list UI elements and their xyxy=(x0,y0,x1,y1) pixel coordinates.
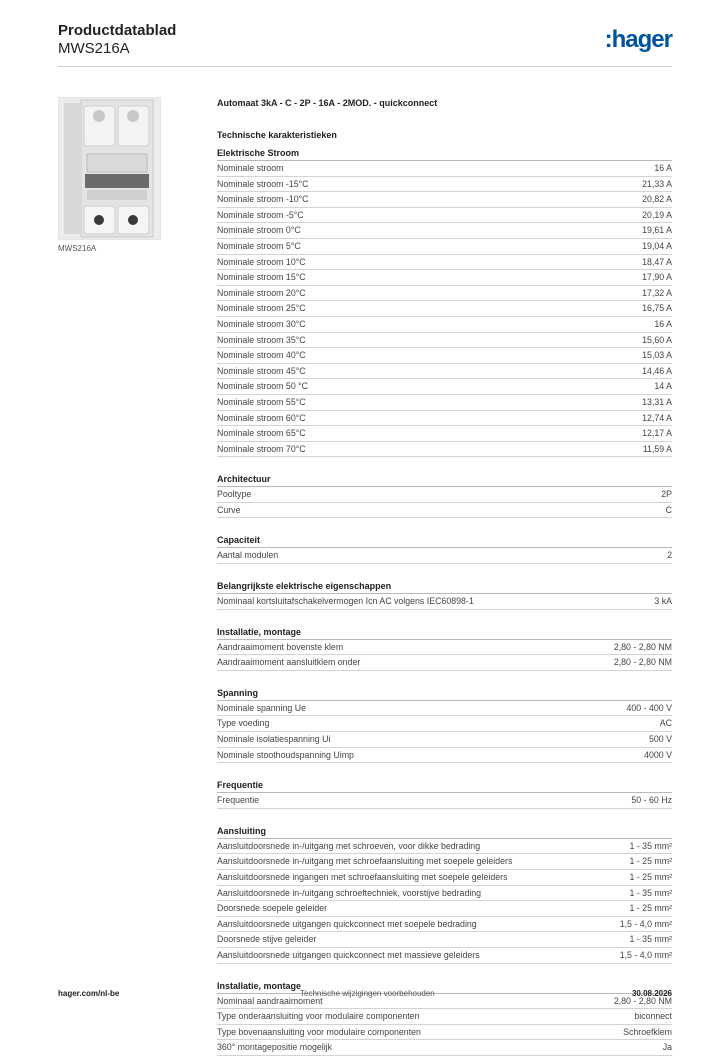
spec-row xyxy=(217,177,672,193)
spec-label: Nominale stroom 25°C xyxy=(217,303,306,314)
spec-value: 1 - 25 mm² xyxy=(629,872,672,882)
section-title: Architectuur xyxy=(217,472,672,487)
spec-section xyxy=(217,146,672,457)
spec-label: Aansluitdoorsnede uitgangen quickconnect met soepele bedrading xyxy=(217,918,477,929)
spec-row xyxy=(217,426,672,442)
spec-value: 1 - 35 mm² xyxy=(629,887,672,898)
spec-label: Aantal modulen xyxy=(217,550,279,561)
spec-value: 1 - 35 mm² xyxy=(629,840,672,851)
spec-value: 2,80 - 2,80 NM xyxy=(613,641,672,652)
spec-value: 15,60 A xyxy=(642,334,672,345)
spec-row xyxy=(217,395,672,411)
spec-label: Nominaal kortsluitafschakelvermogen Icn AC volgens IEC60898-1 xyxy=(217,596,474,607)
section-title: Aansluiting xyxy=(217,824,672,839)
spec-label: Aandraaimoment bovenste klem xyxy=(217,641,344,652)
spec-label: Nominale spanning Ue xyxy=(217,702,306,713)
spec-value: 1 - 25 mm² xyxy=(629,903,672,914)
page-title: Productdatablad xyxy=(58,22,177,39)
spec-value: 14 A xyxy=(654,381,672,392)
spec-row xyxy=(217,1025,672,1041)
spec-value: 16 A xyxy=(654,163,672,173)
spec-row xyxy=(217,487,672,503)
spec-row xyxy=(217,503,672,519)
spec-label: Doorsnede stijve geleider xyxy=(217,934,317,945)
spec-value: 21,33 A xyxy=(642,178,672,189)
spec-value: 500 V xyxy=(649,734,672,745)
section-gap xyxy=(217,610,672,621)
section-gap xyxy=(217,763,672,774)
spec-label: Aansluitdoorsnede in-/uitgang schroeftechniek, voorstijve bedrading xyxy=(217,887,482,898)
spec-label: Nominale stroom 5°C xyxy=(217,240,301,251)
spec-value: 19,04 A xyxy=(642,240,672,251)
spec-label: Nominale stroom 35°C xyxy=(217,334,306,345)
spec-row xyxy=(217,442,672,458)
spec-value: 2 xyxy=(667,550,672,561)
spec-section xyxy=(217,824,672,964)
section-title: Installatie, montage xyxy=(217,625,672,640)
footer-website: hager.com/nl-be xyxy=(58,989,120,998)
section-gap xyxy=(217,518,672,529)
spec-label: Nominale stroom 30°C xyxy=(217,318,306,329)
spec-value: 1,5 - 4,0 mm² xyxy=(619,918,672,929)
spec-label: Type bovenaansluiting voor modulaire componenten xyxy=(217,1026,421,1037)
section-title: Installatie, montage xyxy=(217,979,672,994)
spec-label: Nominale stroom -15°C xyxy=(217,178,309,189)
spec-row xyxy=(217,701,672,717)
spec-label: Nominale stroom 15°C xyxy=(217,272,306,283)
spec-value: C xyxy=(665,504,672,515)
spec-section xyxy=(217,472,672,518)
spec-content xyxy=(217,96,672,1056)
section-title: Spanning xyxy=(217,686,672,701)
spec-row xyxy=(217,270,672,286)
spec-row xyxy=(217,917,672,933)
spec-row xyxy=(217,901,672,917)
spec-value: 19,61 A xyxy=(642,225,672,236)
spec-label: Nominale stroom 55°C xyxy=(217,396,306,407)
spec-row xyxy=(217,640,672,656)
tech-heading: Technische karakteristieken xyxy=(217,130,337,140)
spec-label: Type onderaansluiting voor modulaire componenten xyxy=(217,1011,420,1022)
spec-label: Aansluitdoorsnede uitgangen quickconnect met massieve geleiders xyxy=(217,949,480,960)
spec-value: 12,74 A xyxy=(642,412,672,423)
section-title: Elektrische Stroom xyxy=(217,146,672,161)
spec-row xyxy=(217,348,672,364)
spec-label: Type voeding xyxy=(217,718,270,729)
spec-section xyxy=(217,533,672,564)
spec-label: Pooltype xyxy=(217,489,252,500)
spec-row xyxy=(217,932,672,948)
spec-value: 15,03 A xyxy=(642,350,672,361)
spec-row xyxy=(217,748,672,764)
section-gap xyxy=(217,564,672,575)
spec-label: Nominale stroom xyxy=(217,163,284,173)
spec-row xyxy=(217,286,672,302)
spec-value: 50 - 60 Hz xyxy=(631,795,672,806)
spec-section xyxy=(217,579,672,610)
spec-sections xyxy=(217,146,672,1056)
spec-row xyxy=(217,161,672,177)
spec-row xyxy=(217,192,672,208)
spec-label: Nominale isolatiespanning Ui xyxy=(217,734,331,745)
spec-row xyxy=(217,317,672,333)
spec-row xyxy=(217,379,672,395)
spec-row xyxy=(217,854,672,870)
spec-label: Nominale stroom 0°C xyxy=(217,225,301,236)
spec-label: Nominale stroom 45°C xyxy=(217,365,306,376)
section-gap xyxy=(217,457,672,468)
spec-label: Nominale stroom 70°C xyxy=(217,443,306,454)
spec-label: Nominale stroom -5°C xyxy=(217,209,304,220)
spec-value: Ja xyxy=(662,1042,672,1053)
spec-value: 20,19 A xyxy=(642,209,672,220)
product-subtitle: Automaat 3kA - C - 2P - 16A - 2MOD. - quickconnect xyxy=(217,98,438,108)
spec-row xyxy=(217,948,672,964)
spec-value: 14,46 A xyxy=(642,365,672,376)
spec-value: 3 kA xyxy=(654,596,672,607)
spec-section xyxy=(217,778,672,809)
spec-value: 16,75 A xyxy=(642,303,672,314)
hager-logo: :hager xyxy=(604,26,672,53)
spec-label: Aansluitdoorsnede ingangen met schroefaansluiting met soepele geleiders xyxy=(217,872,508,882)
section-gap xyxy=(217,671,672,682)
spec-label: Nominale stroom 65°C xyxy=(217,428,306,439)
circuit-breaker-illustration xyxy=(59,98,160,239)
spec-row xyxy=(217,716,672,732)
spec-label: 360° montagepositie mogelijk xyxy=(217,1042,333,1053)
spec-label: Nominale stoothoudspanning Uimp xyxy=(217,749,354,760)
footer-date: 30.08.2026 xyxy=(631,989,672,998)
section-title: Belangrijkste elektrische eigenschappen xyxy=(217,579,672,594)
spec-row xyxy=(217,839,672,855)
spec-value: 4000 V xyxy=(644,749,672,760)
spec-value: AC xyxy=(659,718,672,729)
spec-value: 1 - 35 mm² xyxy=(629,934,672,945)
spec-label: Nominale stroom 40°C xyxy=(217,350,306,361)
image-caption: MWS216A xyxy=(58,244,97,253)
spec-label: Aansluitdoorsnede in-/uitgang met schroeven, voor dikke bedrading xyxy=(217,840,481,851)
spec-row xyxy=(217,548,672,564)
spec-label: Nominale stroom 50 °C xyxy=(217,381,309,392)
spec-value: 1 - 25 mm² xyxy=(629,856,672,867)
spec-label: Curve xyxy=(217,504,241,515)
spec-label: Frequentie xyxy=(217,795,260,806)
section-title: Frequentie xyxy=(217,778,672,793)
page-header xyxy=(58,20,672,67)
spec-label: Doorsnede soepele geleider xyxy=(217,903,328,914)
spec-row xyxy=(217,886,672,902)
spec-value: 13,31 A xyxy=(642,396,672,407)
spec-label: Nominaal aandraaimoment xyxy=(217,995,323,1006)
section-gap xyxy=(217,964,672,975)
spec-row xyxy=(217,333,672,349)
spec-value: 17,32 A xyxy=(642,287,672,298)
spec-value: 2,80 - 2,80 NM xyxy=(613,657,672,668)
section-title: Capaciteit xyxy=(217,533,672,548)
spec-value: 18,47 A xyxy=(642,256,672,267)
spec-row xyxy=(217,594,672,610)
spec-value: biconnect xyxy=(634,1011,672,1022)
spec-value: 17,90 A xyxy=(642,272,672,283)
spec-row xyxy=(217,364,672,380)
spec-row xyxy=(217,411,672,427)
spec-section xyxy=(217,979,672,1056)
spec-row xyxy=(217,223,672,239)
spec-row xyxy=(217,732,672,748)
spec-row xyxy=(217,1040,672,1056)
spec-row xyxy=(217,870,672,886)
spec-label: Nominale stroom 20°C xyxy=(217,287,306,298)
spec-label: Nominale stroom 10°C xyxy=(217,256,306,267)
product-code: MWS216A xyxy=(58,40,130,57)
section-gap xyxy=(217,809,672,820)
spec-row xyxy=(217,793,672,809)
spec-section xyxy=(217,686,672,763)
spec-value: Schroefklem xyxy=(623,1026,672,1037)
spec-row xyxy=(217,239,672,255)
spec-value: 16 A xyxy=(654,318,672,329)
spec-value: 20,82 A xyxy=(642,194,672,205)
spec-label: Nominale stroom 60°C xyxy=(217,412,306,423)
spec-label: Nominale stroom -10°C xyxy=(217,194,309,205)
footer-disclaimer: Technische wijzigingen voorbehouden xyxy=(300,989,435,998)
spec-row xyxy=(217,208,672,224)
spec-label: Aandraaimoment aansluitklem onder xyxy=(217,657,361,668)
spec-row xyxy=(217,1009,672,1025)
spec-row xyxy=(217,255,672,271)
spec-row xyxy=(217,994,672,1010)
spec-value: 11,59 A xyxy=(642,443,672,454)
spec-value: 2P xyxy=(661,489,672,500)
product-image xyxy=(58,97,161,240)
spec-section xyxy=(217,625,672,671)
spec-value: 400 - 400 V xyxy=(626,702,672,713)
spec-value: 1,5 - 4,0 mm² xyxy=(619,949,672,960)
spec-label: Aansluitdoorsnede in-/uitgang met schroefaansluiting met soepele geleiders xyxy=(217,856,513,867)
spec-row xyxy=(217,655,672,671)
spec-row xyxy=(217,301,672,317)
spec-value: 12,17 A xyxy=(642,428,672,439)
spec-value: 2,80 - 2,80 NM xyxy=(613,995,672,1006)
